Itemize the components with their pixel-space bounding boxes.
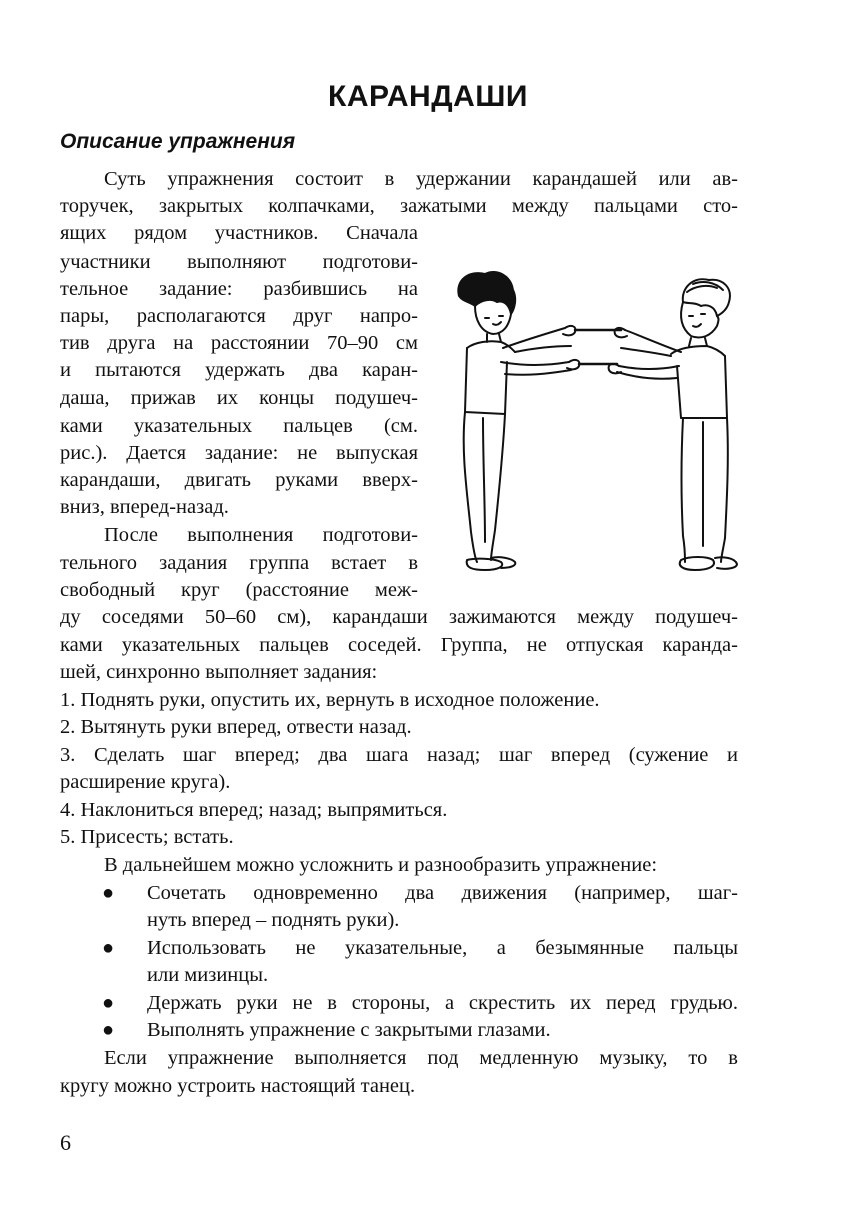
text-line: кругу можно устроить настоящий танец. — [60, 1075, 416, 1097]
text-line: свободный круг (расстояние меж- — [60, 579, 418, 601]
numbered-item: 4. Наклониться вперед; назад; выпрямиться. — [60, 799, 448, 821]
bullet-icon: ● — [102, 992, 115, 1014]
two-boys-illustration — [445, 262, 745, 578]
bullet-item: или мизинцы. — [147, 964, 269, 986]
numbered-item: 1. Поднять руки, опустить их, вернуть в исходное положение. — [60, 689, 600, 711]
bullet-item: Держать руки не в стороны, а скрестить их перед грудью. — [147, 992, 738, 1014]
text-line: ду соседями 50–60 см), карандаши зажимаются между подушеч- — [60, 606, 738, 628]
text-line: Если упражнение выполняется под медленную музыку, то в — [104, 1047, 738, 1069]
numbered-item: 2. Вытянуть руки вперед, отвести назад. — [60, 716, 412, 738]
left-boy-figure — [458, 272, 579, 570]
text-line: В дальнейшем можно усложнить и разнообразить упражнение: — [104, 854, 658, 876]
text-line: После выполнения подготови- — [104, 524, 418, 546]
bullet-item: Сочетать одновременно два движения (например, шаг- — [147, 882, 738, 904]
text-line: пары, располагаются друг напро- — [60, 305, 418, 327]
text-line: ками указательных пальцев соседей. Группа, не отпуская каранда- — [60, 634, 738, 656]
bullet-item: нуть вперед – поднять руки). — [147, 909, 400, 931]
text-line: тельного задания группа встает в — [60, 552, 418, 574]
text-line: карандаши, двигать руками вверх- — [60, 469, 418, 491]
text-line: торучек, закрытых колпачками, зажатыми между пальцами сто- — [60, 195, 738, 217]
text-line: даша, прижав их концы подушеч- — [60, 387, 418, 409]
bullet-item: Выполнять упражнение с закрытыми глазами. — [147, 1019, 551, 1041]
text-line: тельное задание: разбившись на — [60, 278, 418, 300]
numbered-item: расширение круга). — [60, 771, 231, 793]
text-line: и пытаются удержать два каран- — [60, 359, 418, 381]
text-line: вниз, вперед-назад. — [60, 496, 229, 518]
text-line: ящих рядом участников. Сначала — [60, 222, 418, 244]
bullet-item: Использовать не указательные, а безымянные пальцы — [147, 937, 738, 959]
text-line: шей, синхронно выполняет задания: — [60, 661, 378, 683]
numbered-item: 5. Присесть; встать. — [60, 826, 234, 848]
page-number: 6 — [60, 1130, 71, 1155]
text-line: участники выполняют подготови- — [60, 251, 418, 273]
text-line: Суть упражнения состоит в удержании карандашей или ав- — [104, 168, 738, 190]
numbered-item: 3. Сделать шаг вперед; два шага назад; шаг вперед (сужение и — [60, 744, 738, 766]
bullet-icon: ● — [102, 1019, 115, 1041]
text-line: тив друга на расстоянии 70–90 см — [60, 332, 418, 354]
page-title: КАРАНДАШИ — [328, 80, 528, 113]
bullet-icon: ● — [102, 882, 115, 904]
right-boy-figure — [609, 279, 737, 570]
text-line: ками указательных пальцев (см. — [60, 415, 418, 437]
bullet-icon: ● — [102, 937, 115, 959]
text-line: рис.). Дается задание: не выпуская — [60, 442, 418, 464]
section-subtitle: Описание упражнения — [60, 130, 296, 153]
